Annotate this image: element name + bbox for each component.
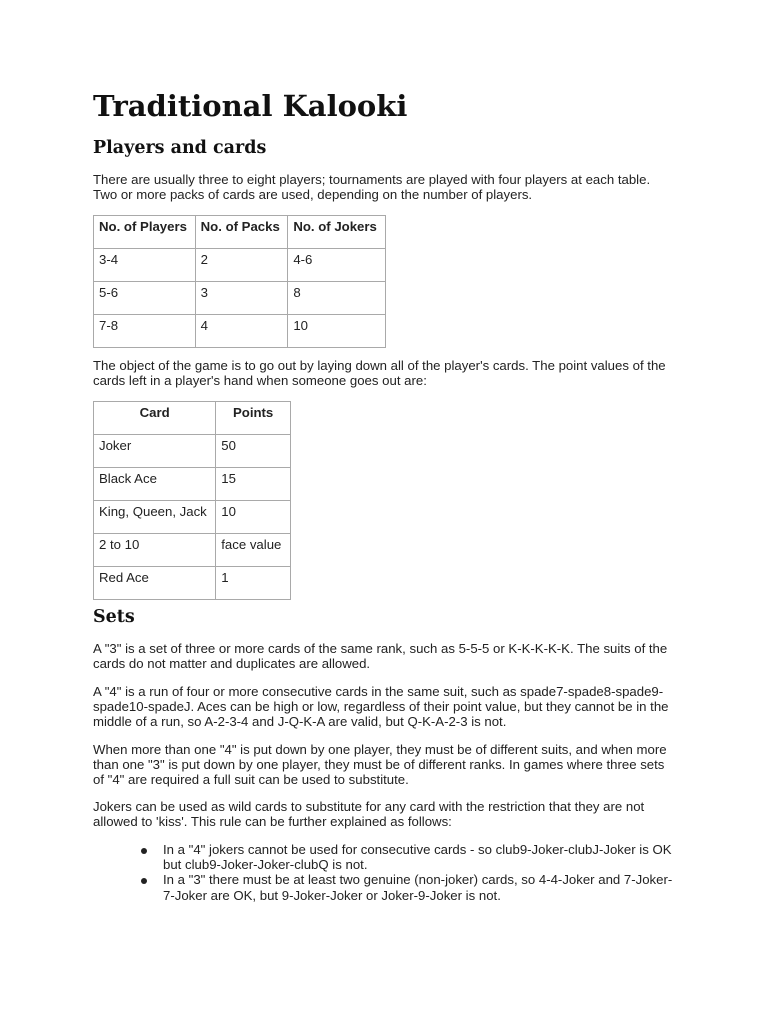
table-row	[94, 315, 386, 348]
joker-rules-list	[93, 842, 673, 903]
list-item	[93, 842, 673, 872]
list-item	[93, 872, 673, 902]
table-cell: Black Ace	[94, 468, 216, 501]
page-title: Traditional Kalooki	[93, 89, 408, 123]
table-cell: 5-6	[94, 282, 196, 315]
table-cell: 15	[216, 468, 291, 501]
table-row	[94, 249, 386, 282]
table-cell: 10	[288, 315, 386, 348]
table-header-cell: No. of Players	[94, 216, 196, 249]
sets-paragraph-2: A "4" is a run of four or more consecutive cards in the same suit, such as spade7-spade8-spade9-spade10-spadeJ. Aces can be high or low, regardless of their point value, but they cannot be in the middle of a run, so A-2-3-4 and J-Q-K-A are valid, but Q-K-A-2-3 is not.	[93, 684, 669, 730]
table-header-cell: No. of Jokers	[288, 216, 386, 249]
table-cell: face value	[216, 534, 291, 567]
table-cell: 2	[195, 249, 288, 282]
table-cell: 4-6	[288, 249, 386, 282]
table-cell: 4	[195, 315, 288, 348]
table-cell: 1	[216, 567, 291, 600]
table-header-cell: Points	[216, 402, 291, 435]
table-header-cell: No. of Packs	[195, 216, 288, 249]
table-header-cell: Card	[94, 402, 216, 435]
list-item-text: In a "3" there must be at least two genuine (non-joker) cards, so 4-4-Joker and 7-Joker-7-Joker are OK, but 9-Joker-Joker or Joker-9-Joker is not.	[163, 872, 673, 903]
sets-paragraph-1: A "3" is a set of three or more cards of the same rank, such as 5-5-5 or K-K-K-K-K. The suits of the cards do not matter and duplicates are allowed.	[93, 641, 668, 672]
bullet-icon	[141, 878, 147, 884]
table-header-row	[94, 402, 291, 435]
table-row	[94, 468, 291, 501]
players-table	[93, 215, 386, 348]
table-row	[94, 567, 291, 600]
table-row	[94, 282, 386, 315]
table-cell: 3	[195, 282, 288, 315]
table-cell: Joker	[94, 435, 216, 468]
table-cell: 7-8	[94, 315, 196, 348]
table-cell: 50	[216, 435, 291, 468]
table-cell: 2 to 10	[94, 534, 216, 567]
table-row	[94, 435, 291, 468]
bullet-icon	[141, 848, 147, 854]
table-cell: 10	[216, 501, 291, 534]
table-header-row	[94, 216, 386, 249]
intro-paragraph: There are usually three to eight players; tournaments are played with four players at each table. Two or more packs of cards are used, depending on the number of players.	[93, 172, 651, 203]
table-cell: 3-4	[94, 249, 196, 282]
table-cell: 8	[288, 282, 386, 315]
section-heading-sets: Sets	[93, 607, 135, 627]
table-cell: King, Queen, Jack	[94, 501, 216, 534]
sets-paragraph-3: When more than one "4" is put down by one player, they must be of different suits, and when more than one "3" is put down by one player, they must be of different ranks. In games where three sets of "4" are required a full suit can be used to substitute.	[93, 742, 667, 788]
sets-paragraph-4: Jokers can be used as wild cards to substitute for any card with the restriction that they are not allowed to 'kiss'. This rule can be further explained as follows:	[93, 799, 645, 830]
points-table	[93, 401, 291, 600]
table-cell: Red Ace	[94, 567, 216, 600]
table-row	[94, 534, 291, 567]
table-row	[94, 501, 291, 534]
section-heading-players: Players and cards	[93, 138, 267, 158]
list-item-text: In a "4" jokers cannot be used for consecutive cards - so club9-Joker-clubJ-Joker is OK but club9-Joker-Joker-clubQ is not.	[163, 842, 672, 873]
object-paragraph: The object of the game is to go out by laying down all of the player's cards. The point values of the cards left in a player's hand when someone goes out are:	[93, 358, 666, 389]
